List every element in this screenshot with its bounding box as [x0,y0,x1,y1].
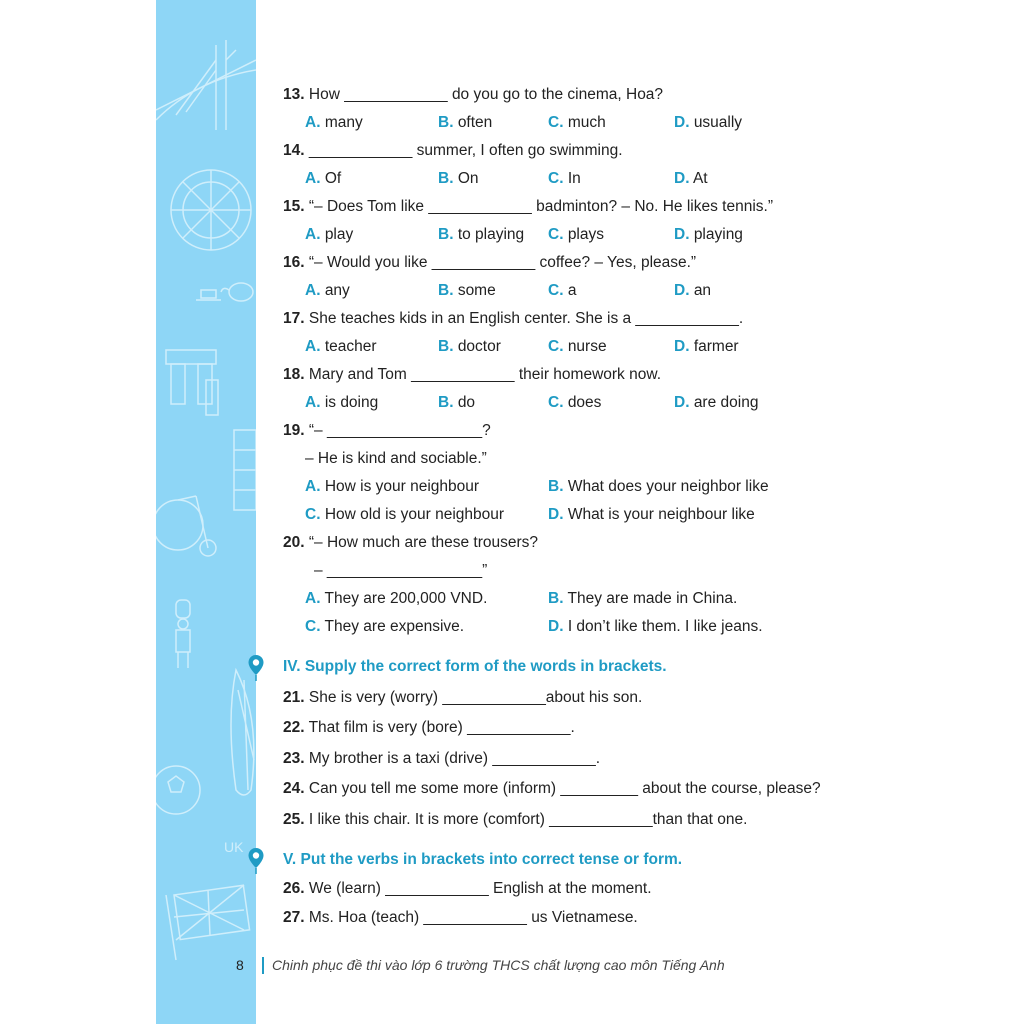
teapot-illustration-icon [196,283,253,301]
option-17c: C. nurse [548,338,607,355]
option-14c: C. In [548,170,581,187]
option-13c: C. much [548,114,606,131]
option-14b: B. On [438,170,479,187]
option-19a: A. How is your neighbour [305,478,480,495]
question-15: 15. “– Does Tom like ____________ badminton? – No. He likes tennis.” [283,198,774,215]
option-14a: A. Of [305,170,342,187]
option-19c: C. How old is your neighbour [305,506,505,523]
uk-flag-illustration-icon [166,885,250,960]
option-20c: C. They are expensive. [305,618,465,635]
footer-divider [262,957,264,974]
section-iv-heading: IV. Supply the correct form of the words in brackets. [283,658,667,675]
question-16: 16. “– Would you like ____________ coffee? – Yes, please.” [283,254,697,271]
option-20b: B. They are made in China. [548,590,738,607]
option-16a: A. any [305,282,350,299]
location-pin-icon [247,654,265,682]
option-18b: B. do [438,394,476,411]
option-17b: B. doctor [438,338,501,355]
question-24: 24. Can you tell me some more (inform) _________ about the course, please? [283,780,821,797]
question-20: 20. “– How much are these trousers? [283,534,539,551]
question-25: 25. I like this chair. It is more (comfort) ____________than that one. [283,811,748,828]
gherkin-building-illustration-icon [231,670,254,795]
option-15d: D. playing [674,226,743,243]
bicycle-illustration-icon [156,496,216,556]
phone-booth-illustration-icon [234,430,256,510]
football-illustration-icon [156,766,200,814]
location-pin-icon [247,847,265,875]
bridge-illustration-icon [156,40,256,130]
stonehenge-illustration-icon [166,350,218,415]
question-21: 21. She is very (worry) ____________about his son. [283,689,643,706]
section-v-heading: V. Put the verbs in brackets into correct tense or form. [283,851,683,868]
svg-text:UK: UK [224,839,244,855]
question-26: 26. We (learn) ____________ English at the moment. [283,880,652,897]
option-13d: D. usually [674,114,743,131]
question-19: 19. “– __________________? [283,422,491,439]
question-20-answer-line: – __________________” [314,562,488,579]
option-19b: B. What does your neighbor like [548,478,769,495]
decorative-sidebar [156,0,256,1024]
option-13a: A. many [305,114,363,131]
option-16d: D. an [674,282,712,299]
option-20a: A. They are 200,000 VND. [305,590,488,607]
option-16c: C. a [548,282,577,299]
question-18: 18. Mary and Tom ____________ their homework now. [283,366,662,383]
question-22: 22. That film is very (bore) ____________. [283,719,575,736]
option-18d: D. are doing [674,394,759,411]
question-27: 27. Ms. Hoa (teach) ____________ us Vietnamese. [283,909,638,926]
footer-book-title: Chinh phục đề thi vào lớp 6 trường THCS chất lượng cao môn Tiếng Anh [272,957,725,973]
option-15a: A. play [305,226,354,243]
guard-illustration-icon [176,600,190,668]
question-19-answer-line: – He is kind and sociable.” [305,450,487,467]
option-17a: A. teacher [305,338,377,355]
page-number: 8 [236,957,244,973]
question-17: 17. She teaches kids in an English center. She is a ____________. [283,310,744,327]
question-13: 13. How ____________ do you go to the cinema, Hoa? [283,86,664,103]
option-15b: B. to playing [438,226,525,243]
option-13b: B. often [438,114,493,131]
option-17d: D. farmer [674,338,739,355]
option-15c: C. plays [548,226,604,243]
option-20d: D. I don’t like them. I like jeans. [548,618,763,635]
option-16b: B. some [438,282,496,299]
option-14d: D. At [674,170,708,187]
ferris-wheel-illustration-icon [171,170,251,250]
option-18c: C. does [548,394,602,411]
question-23: 23. My brother is a taxi (drive) ____________. [283,750,601,767]
option-18a: A. is doing [305,394,379,411]
option-19d: D. What is your neighbour like [548,506,755,523]
question-14: 14. ____________ summer, I often go swimming. [283,142,623,159]
